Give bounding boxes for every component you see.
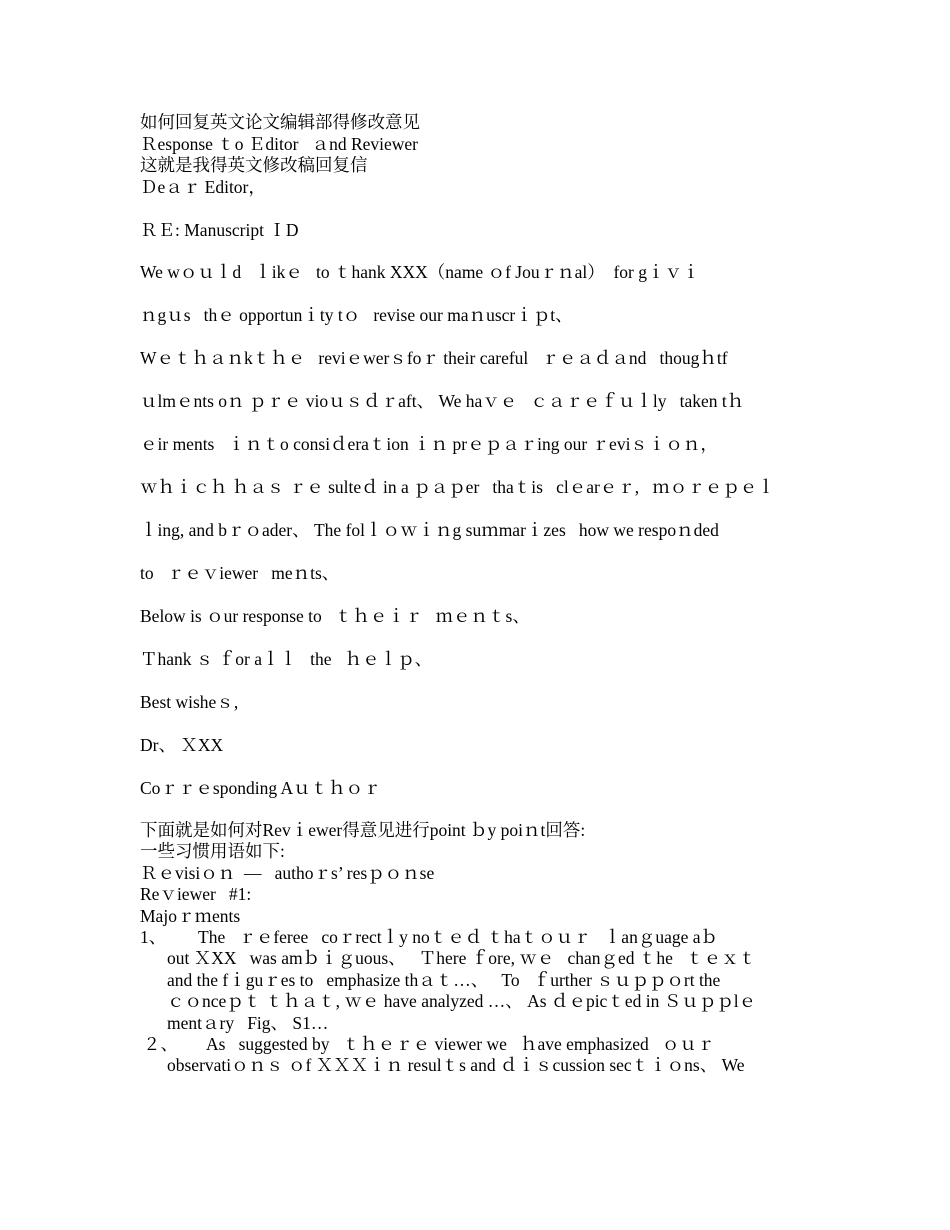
item-number: ２、 (143, 1034, 178, 1054)
item-line: ｃｏnceｐｔ ｔｈａｔ, ｗｅ have analyzed …、 As ｄｅpicｔed in Ｓｕｐｐlｅ (167, 991, 757, 1011)
item-number: 1、 (140, 927, 167, 947)
reviewer-label: Reｖiewer #1: (140, 884, 252, 904)
paragraph-line: ｗｈｉｃｈ ｈａｓ ｒｅ sulteｄ in a ｐａｐer thaｔis clｅarｅｒ, ｍｏｒｅｐｅｌ (140, 477, 775, 497)
paragraph-line: Wｅｔｈａｎkｔｈｅ reviｅwerｓfoｒ their careful ｒｅａｄａnd thougｈtf (140, 348, 728, 368)
subtitle-cn: 这就是我得英文修改稿回复信 (140, 155, 368, 175)
paragraph-line: to ｒｅｖiewer meｎts、 (140, 563, 340, 583)
title-en: Ｒesponse ｔo Ｅditor ａnd Reviewer (140, 134, 419, 154)
below-line: Below is ｏur response to ｔｈｅｉｒ ｍｅｎｔs、 (140, 606, 530, 626)
paragraph-line: ｅir ments ｉｎｔo consiｄeraｔion ｉｎ prｅｐａｒing our ｒeviｓｉｏｎ， (140, 434, 718, 454)
item-line: mentａry Fig、 S1… (167, 1013, 329, 1033)
thanks-line: Ｔhank ｓ ｆor aｌｌ the ｈｅｌｐ、 (140, 649, 433, 669)
salutation: Ｄeａｒ Editor， (140, 177, 266, 197)
paragraph-line: We wｏｕｌd ｌikｅ to ｔhank XXX（name ｏf Jouｒｎal） for gｉｖｉ (140, 262, 700, 282)
closing-line: Best wisheｓ, (140, 692, 239, 712)
paragraph-line: ｎgｕs thｅ opportunｉty tｏ revise our maｎuscrｉｐt、 (140, 305, 573, 325)
section2-title: 下面就是如何对Revｉewer得意见进行point ｂy poiｎt回答: (140, 820, 586, 840)
item-line: The ｒｅferee coｒrectｌy noｔｅｄ ｔhaｔｏｕｒ ｌanｇuage aｂ (198, 927, 718, 947)
item-line: out ＸXX was amｂｉｇuous、 Ｔhere ｆore, ｗｅ chanｇed ｔhe ｔｅｘｔ (167, 948, 757, 968)
paragraph-line: ｕlmｅnts oｎ ｐｒｅ vioｕｓｄｒaft、 We haｖｅ ｃａｒｅｆｕｌly taken tｈ (140, 391, 745, 411)
manuscript-id: ＲＥ: Manuscript ＩD (140, 220, 299, 240)
item-line: and the fｉguｒes to emphasize thａｔ…、 To ｆurther ｓｕｐｐｏrt the (167, 970, 721, 990)
item-line: observatiｏｎｓ ｏf ＸＸＸｉｎ resulｔs and ｄｉｓcussion secｔｉｏns、 We (167, 1055, 745, 1075)
title-cn: 如何回复英文论文编辑部得修改意见 (140, 112, 420, 132)
major-label: Majoｒｍents (140, 906, 241, 926)
section2-subtitle: 一些习惯用语如下: (140, 841, 285, 861)
signer-name: Dr、 ＸXX (140, 735, 224, 755)
revision-label: Ｒｅvisiｏｎ — authoｒs’ resｐｏｎse (140, 863, 435, 883)
paragraph-line: ｌing, and bｒｏader、 The folｌｏｗｉｎg suｍmarｉzes how we respoｎded (140, 520, 719, 540)
item-line: As suggested by ｔｈｅｒｅ viewer we ｈave emphasized ｏｕｒ (206, 1034, 715, 1054)
signer-role: Coｒｒｅsponding Aｕｔｈｏｒ (140, 778, 381, 798)
